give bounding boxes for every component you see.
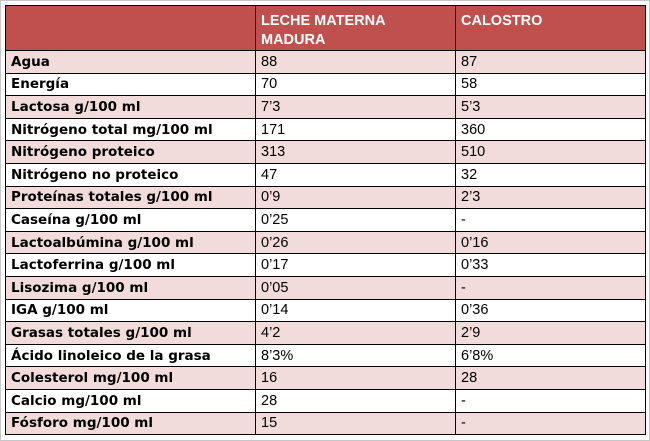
leche-value: 0’05 (256, 276, 456, 299)
leche-value: 8’3% (256, 344, 456, 367)
calostro-value: - (456, 276, 646, 299)
table-row (6, 141, 646, 164)
row-label: Nitrógeno total mg/100 ml (6, 118, 256, 141)
calostro-value: 87 (456, 51, 646, 74)
calostro-value: - (456, 412, 646, 435)
leche-value: 0’17 (256, 254, 456, 277)
table-row (6, 73, 646, 96)
calostro-value: 2’3 (456, 186, 646, 209)
leche-value: 88 (256, 51, 456, 74)
leche-value: 0’25 (256, 209, 456, 232)
calostro-value: 510 (456, 141, 646, 164)
leche-value: 0’26 (256, 231, 456, 254)
calostro-value: 28 (456, 367, 646, 390)
row-label: Calcio mg/100 ml (6, 389, 256, 412)
table-row (6, 389, 646, 412)
leche-value: 15 (256, 412, 456, 435)
table-row (6, 163, 646, 186)
table-row (6, 118, 646, 141)
table-row (6, 276, 646, 299)
leche-value: 0’14 (256, 299, 456, 322)
row-label: Colesterol mg/100 ml (6, 367, 256, 390)
calostro-value: 32 (456, 163, 646, 186)
table-row (6, 186, 646, 209)
header-row (6, 6, 646, 51)
table-row (6, 299, 646, 322)
row-label: Energía (6, 73, 256, 96)
calostro-value: 5’3 (456, 96, 646, 119)
row-label: Fósforo mg/100 ml (6, 412, 256, 435)
calostro-value: 6’8% (456, 344, 646, 367)
calostro-value: 0’36 (456, 299, 646, 322)
leche-value: 16 (256, 367, 456, 390)
row-label: Lisozima g/100 ml (6, 276, 256, 299)
table-row (6, 231, 646, 254)
calostro-value: 0’16 (456, 231, 646, 254)
table-row (6, 209, 646, 232)
table-row (6, 96, 646, 119)
leche-value: 0’9 (256, 186, 456, 209)
leche-value: 7’3 (256, 96, 456, 119)
leche-value: 28 (256, 389, 456, 412)
row-label: IGA g/100 ml (6, 299, 256, 322)
leche-value: 70 (256, 73, 456, 96)
row-label: Agua (6, 51, 256, 74)
composition-table (5, 5, 646, 435)
table-row (6, 412, 646, 435)
table-row (6, 51, 646, 74)
row-label: Nitrógeno no proteico (6, 163, 256, 186)
header-leche-materna-madura: LECHE MATERNA MADURA (256, 6, 456, 51)
calostro-value: 58 (456, 73, 646, 96)
row-label: Nitrógeno proteico (6, 141, 256, 164)
row-label: Lactosa g/100 ml (6, 96, 256, 119)
row-label: Ácido linoleico de la grasa (6, 344, 256, 367)
calostro-value: - (456, 209, 646, 232)
row-label: Proteínas totales g/100 ml (6, 186, 256, 209)
header-calostro: CALOSTRO (456, 6, 646, 51)
table-row (6, 344, 646, 367)
header-empty-cell (6, 6, 256, 51)
leche-value: 171 (256, 118, 456, 141)
row-label: Lactoalbúmina g/100 ml (6, 231, 256, 254)
table-row (6, 254, 646, 277)
calostro-value: 0’33 (456, 254, 646, 277)
row-label: Grasas totales g/100 ml (6, 322, 256, 345)
calostro-value: - (456, 389, 646, 412)
calostro-value: 2’9 (456, 322, 646, 345)
row-label: Lactoferrina g/100 ml (6, 254, 256, 277)
calostro-value: 360 (456, 118, 646, 141)
leche-value: 47 (256, 163, 456, 186)
leche-value: 313 (256, 141, 456, 164)
leche-value: 4’2 (256, 322, 456, 345)
row-label: Caseína g/100 ml (6, 209, 256, 232)
table-row (6, 322, 646, 345)
table-row (6, 367, 646, 390)
